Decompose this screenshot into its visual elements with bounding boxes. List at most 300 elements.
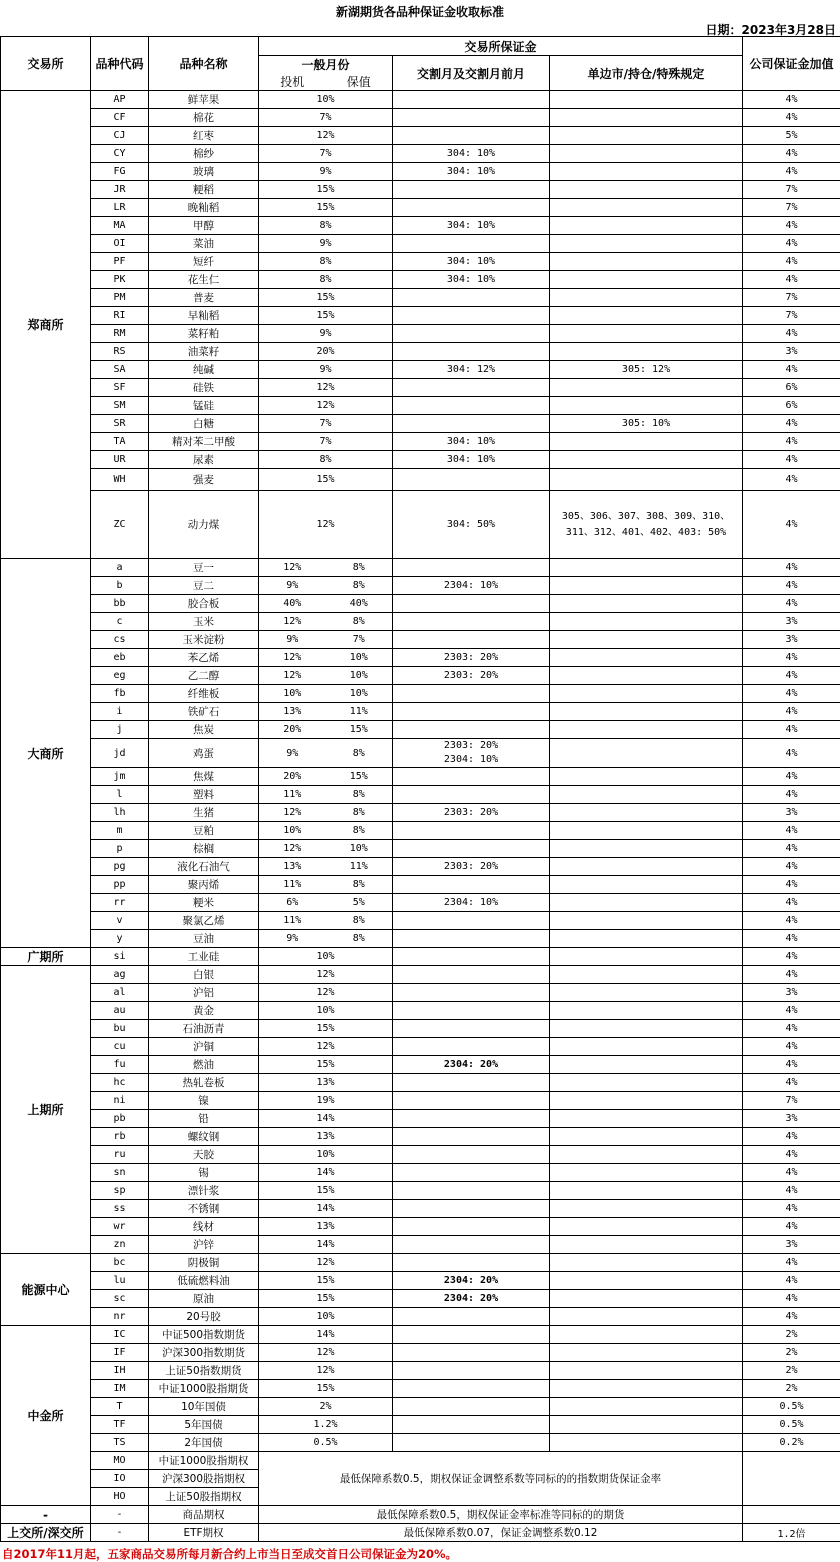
special-rule-cell [550, 876, 743, 894]
name-cell: 纤维板 [149, 685, 259, 703]
spec-margin-cell: 12% [259, 613, 326, 631]
special-rule-cell [550, 1020, 743, 1038]
special-rule-cell [550, 667, 743, 685]
name-cell: 不锈钢 [149, 1200, 259, 1218]
company-margin-cell: 4% [743, 1182, 840, 1200]
code-cell: SF [91, 379, 149, 397]
spec-margin-cell: 10% [259, 822, 326, 840]
name-cell: 中证500指数期货 [149, 1326, 259, 1344]
exchange-cell: 中金所 [1, 1326, 91, 1506]
company-margin-cell: 4% [743, 685, 840, 703]
code-cell: cs [91, 631, 149, 649]
exchange-cell: 能源中心 [1, 1254, 91, 1326]
code-cell: TS [91, 1434, 149, 1452]
hedge-margin-cell: 15% [326, 721, 393, 739]
delivery-margin-cell [393, 595, 550, 613]
special-rule-cell [550, 966, 743, 984]
special-rule-cell [550, 235, 743, 253]
name-cell: 棉花 [149, 109, 259, 127]
name-cell: 中证1000股指期权 [149, 1452, 259, 1470]
delivery-margin-cell [393, 1236, 550, 1254]
name-cell: 硅铁 [149, 379, 259, 397]
name-cell: 苯乙烯 [149, 649, 259, 667]
exchange-cell: 上交所/深交所 [1, 1524, 91, 1542]
table-row [1, 1236, 840, 1254]
table-row [1, 858, 840, 876]
delivery-margin-cell [393, 91, 550, 109]
table-row [1, 307, 840, 325]
spec-margin-cell: 10% [259, 1002, 393, 1020]
delivery-margin-cell [393, 1164, 550, 1182]
company-margin-cell: 2% [743, 1380, 840, 1398]
code-cell: bu [91, 1020, 149, 1038]
delivery-margin-cell: 2303: 20% [393, 804, 550, 822]
special-rule-cell [550, 199, 743, 217]
company-margin-cell: 0.2% [743, 1434, 840, 1452]
spec-margin-cell: 14% [259, 1326, 393, 1344]
table-row [1, 1182, 840, 1200]
code-cell: b [91, 577, 149, 595]
special-rule-cell [550, 858, 743, 876]
company-margin-cell: 4% [743, 948, 840, 966]
code-cell: MA [91, 217, 149, 235]
delivery-margin-cell [393, 379, 550, 397]
special-rule-cell [550, 1002, 743, 1020]
delivery-margin-cell [393, 1218, 550, 1236]
code-cell: RI [91, 307, 149, 325]
spec-margin-cell: 12% [259, 491, 393, 559]
code-cell: PM [91, 289, 149, 307]
spec-margin-cell: 15% [259, 181, 393, 199]
delivery-margin-cell [393, 1146, 550, 1164]
table-row [1, 984, 840, 1002]
spec-margin-cell: 8% [259, 217, 393, 235]
delivery-margin-cell [393, 1308, 550, 1326]
spec-margin-cell: 13% [259, 1074, 393, 1092]
company-margin-cell: 4% [743, 1146, 840, 1164]
table-row [1, 1362, 840, 1380]
code-cell: IO [91, 1470, 149, 1488]
code-cell: l [91, 786, 149, 804]
code-cell: SA [91, 361, 149, 379]
code-cell: TA [91, 433, 149, 451]
code-cell: nr [91, 1308, 149, 1326]
table-row [1, 1254, 840, 1272]
company-margin-cell: 4% [743, 217, 840, 235]
name-cell: 20号胶 [149, 1308, 259, 1326]
name-cell: 动力煤 [149, 491, 259, 559]
code-cell: v [91, 912, 149, 930]
name-cell: 豆二 [149, 577, 259, 595]
special-rule-cell [550, 768, 743, 786]
table-row [1, 253, 840, 271]
name-cell: 普麦 [149, 289, 259, 307]
spec-margin-cell: 12% [259, 379, 393, 397]
spec-margin-cell: 11% [259, 876, 326, 894]
special-rule-cell: 305: 12% [550, 361, 743, 379]
table-row [1, 894, 840, 912]
company-margin-cell: 3% [743, 1110, 840, 1128]
table-row [1, 876, 840, 894]
code-cell: CY [91, 145, 149, 163]
table-row [1, 469, 840, 491]
name-cell: 液化石油气 [149, 858, 259, 876]
special-rule-cell [550, 145, 743, 163]
spec-margin-cell: 11% [259, 912, 326, 930]
delivery-margin-cell [393, 289, 550, 307]
code-cell: eb [91, 649, 149, 667]
name-cell: 粳稻 [149, 181, 259, 199]
name-cell: 玉米 [149, 613, 259, 631]
special-rule-cell: 305: 10% [550, 415, 743, 433]
table-row [1, 1038, 840, 1056]
company-margin-cell: 4% [743, 1056, 840, 1074]
hedge-margin-cell: 8% [326, 804, 393, 822]
code-cell: FG [91, 163, 149, 181]
table-row [1, 1056, 840, 1074]
spec-margin-cell: 9% [259, 739, 326, 768]
table-row [1, 1344, 840, 1362]
delivery-margin-cell [393, 199, 550, 217]
spec-margin-cell: 20% [259, 768, 326, 786]
table-row [1, 1002, 840, 1020]
table-row [1, 217, 840, 235]
header-company: 公司保证金加值 [743, 37, 840, 91]
delivery-margin-cell [393, 109, 550, 127]
code-cell: TF [91, 1416, 149, 1434]
name-cell: 豆油 [149, 930, 259, 948]
hedge-margin-cell: 8% [326, 613, 393, 631]
table-row [1, 181, 840, 199]
spec-margin-cell: 10% [259, 948, 393, 966]
company-margin-cell: 7% [743, 199, 840, 217]
delivery-margin-cell [393, 948, 550, 966]
company-margin-cell: 2% [743, 1344, 840, 1362]
delivery-margin-cell [393, 631, 550, 649]
company-margin-cell: 4% [743, 912, 840, 930]
name-cell: 红枣 [149, 127, 259, 145]
code-cell: - [91, 1524, 149, 1542]
table-row [1, 703, 840, 721]
delivery-margin-cell [393, 912, 550, 930]
code-cell: jm [91, 768, 149, 786]
delivery-margin-cell [393, 469, 550, 491]
delivery-margin-cell [393, 685, 550, 703]
name-cell: 菜籽粕 [149, 325, 259, 343]
exchange-cell: 上期所 [1, 966, 91, 1254]
spec-margin-cell: 15% [259, 199, 393, 217]
delivery-margin-cell [393, 1326, 550, 1344]
spec-margin-cell: 1.2% [259, 1416, 393, 1434]
special-rule-cell [550, 163, 743, 181]
table-row [1, 912, 840, 930]
delivery-margin-cell [393, 1110, 550, 1128]
code-cell: a [91, 559, 149, 577]
hedge-margin-cell: 10% [326, 840, 393, 858]
hedge-margin-cell: 10% [326, 667, 393, 685]
code-cell: MO [91, 1452, 149, 1470]
name-cell: 沪深300指数期货 [149, 1344, 259, 1362]
code-cell: UR [91, 451, 149, 469]
company-margin-cell: 4% [743, 1290, 840, 1308]
company-margin-cell: 7% [743, 181, 840, 199]
name-cell: ETF期权 [149, 1524, 259, 1542]
spec-margin-cell: 14% [259, 1200, 393, 1218]
special-rule-cell [550, 948, 743, 966]
delivery-margin-cell: 304: 10% [393, 253, 550, 271]
spec-margin-cell: 12% [259, 1344, 393, 1362]
special-rule-cell [550, 181, 743, 199]
spec-margin-cell: 13% [259, 1128, 393, 1146]
special-rule-cell [550, 1218, 743, 1236]
spec-margin-cell: 9% [259, 631, 326, 649]
table-row [1, 451, 840, 469]
company-margin-cell: 4% [743, 1200, 840, 1218]
name-cell: 焦炭 [149, 721, 259, 739]
table-row [1, 1092, 840, 1110]
table-row [1, 948, 840, 966]
spec-margin-cell: 7% [259, 109, 393, 127]
spec-margin-cell: 11% [259, 786, 326, 804]
name-cell: 商品期权 [149, 1506, 259, 1524]
name-cell: 低硫燃料油 [149, 1272, 259, 1290]
delivery-margin-cell [393, 1380, 550, 1398]
company-margin-cell: 4% [743, 469, 840, 491]
header-general: 一般月份 [259, 56, 393, 74]
code-cell: lu [91, 1272, 149, 1290]
spec-margin-cell: 15% [259, 1056, 393, 1074]
table-row [1, 433, 840, 451]
special-rule-cell [550, 786, 743, 804]
name-cell: 胶合板 [149, 595, 259, 613]
name-cell: 鲜苹果 [149, 91, 259, 109]
code-cell: bc [91, 1254, 149, 1272]
spec-margin-cell: 12% [259, 1038, 393, 1056]
code-cell: sp [91, 1182, 149, 1200]
table-row [1, 822, 840, 840]
code-cell: SM [91, 397, 149, 415]
special-rule-cell [550, 685, 743, 703]
table-row [1, 1452, 840, 1470]
special-rule-cell [550, 217, 743, 235]
name-cell: 焦煤 [149, 768, 259, 786]
header-exchange: 交易所 [1, 37, 91, 91]
company-margin-cell: 4% [743, 786, 840, 804]
special-rule-cell [550, 1398, 743, 1416]
special-rule-cell [550, 289, 743, 307]
table-row [1, 786, 840, 804]
delivery-margin-cell: 304: 10% [393, 145, 550, 163]
delivery-margin-cell [393, 786, 550, 804]
code-cell: ag [91, 966, 149, 984]
table-row [1, 1506, 840, 1524]
delivery-margin-cell [393, 876, 550, 894]
special-rule-cell [550, 631, 743, 649]
name-cell: 锰硅 [149, 397, 259, 415]
merged-note-cell: 最低保障系数0.5，期权保证金调整系数等同标的的指数期货保证金率 [259, 1452, 743, 1506]
delivery-margin-cell [393, 181, 550, 199]
spec-margin-cell: 12% [259, 667, 326, 685]
table-row [1, 415, 840, 433]
special-rule-cell [550, 1290, 743, 1308]
spec-margin-cell: 7% [259, 433, 393, 451]
delivery-margin-cell: 2303: 20% [393, 649, 550, 667]
delivery-margin-cell [393, 1074, 550, 1092]
table-row [1, 325, 840, 343]
spec-margin-cell: 7% [259, 415, 393, 433]
delivery-margin-cell [393, 1254, 550, 1272]
company-margin-cell: 4% [743, 163, 840, 181]
code-cell: m [91, 822, 149, 840]
company-margin-cell: 3% [743, 343, 840, 361]
special-rule-cell [550, 703, 743, 721]
name-cell: 豆一 [149, 559, 259, 577]
hedge-margin-cell: 10% [326, 649, 393, 667]
code-cell: sc [91, 1290, 149, 1308]
special-rule-cell [550, 271, 743, 289]
company-margin-cell: 4% [743, 894, 840, 912]
special-rule-cell [550, 984, 743, 1002]
company-margin-cell: 4% [743, 415, 840, 433]
code-cell: rb [91, 1128, 149, 1146]
delivery-margin-cell [393, 1398, 550, 1416]
spec-margin-cell: 15% [259, 1182, 393, 1200]
spec-margin-cell: 6% [259, 894, 326, 912]
spec-margin-cell: 10% [259, 91, 393, 109]
company-margin-cell [743, 1506, 840, 1524]
special-rule-cell [550, 91, 743, 109]
name-cell: 玻璃 [149, 163, 259, 181]
company-margin-cell: 4% [743, 1020, 840, 1038]
header-spec: 投机 [259, 73, 326, 91]
spec-margin-cell: 0.5% [259, 1434, 393, 1452]
name-cell: 线材 [149, 1218, 259, 1236]
spec-margin-cell: 40% [259, 595, 326, 613]
delivery-margin-cell: 304: 10% [393, 451, 550, 469]
name-cell: 鸡蛋 [149, 739, 259, 768]
delivery-margin-cell [393, 1092, 550, 1110]
special-rule-cell [550, 577, 743, 595]
header-margin-group: 交易所保证金 [259, 37, 743, 56]
company-margin-cell: 4% [743, 876, 840, 894]
table-row [1, 721, 840, 739]
table-row [1, 559, 840, 577]
company-margin-cell: 6% [743, 379, 840, 397]
company-margin-cell: 4% [743, 451, 840, 469]
delivery-margin-cell [393, 1020, 550, 1038]
delivery-margin-cell: 304: 10% [393, 433, 550, 451]
table-row [1, 1272, 840, 1290]
spec-margin-cell: 14% [259, 1110, 393, 1128]
name-cell: 沪铝 [149, 984, 259, 1002]
spec-margin-cell: 2% [259, 1398, 393, 1416]
table-row [1, 343, 840, 361]
name-cell: 棉纱 [149, 145, 259, 163]
special-rule-cell [550, 649, 743, 667]
special-rule-cell [550, 894, 743, 912]
code-cell: WH [91, 469, 149, 491]
special-rule-cell [550, 613, 743, 631]
company-margin-cell: 4% [743, 822, 840, 840]
special-rule-cell [550, 739, 743, 768]
code-cell: ru [91, 1146, 149, 1164]
spec-margin-cell: 15% [259, 1272, 393, 1290]
delivery-margin-cell [393, 840, 550, 858]
code-cell: wr [91, 1218, 149, 1236]
code-cell: al [91, 984, 149, 1002]
name-cell: 10年国债 [149, 1398, 259, 1416]
table-row [1, 1434, 840, 1452]
company-margin-cell: 4% [743, 1272, 840, 1290]
delivery-margin-cell: 2303: 20% [393, 858, 550, 876]
delivery-margin-cell: 2304: 20% [393, 1056, 550, 1074]
special-rule-cell [550, 1416, 743, 1434]
code-cell: ZC [91, 491, 149, 559]
table-row [1, 804, 840, 822]
special-rule-cell [550, 804, 743, 822]
table-row [1, 1218, 840, 1236]
table-row [1, 109, 840, 127]
name-cell: 白银 [149, 966, 259, 984]
spec-margin-cell: 12% [259, 397, 393, 415]
delivery-margin-cell [393, 1038, 550, 1056]
special-rule-cell [550, 1200, 743, 1218]
hedge-margin-cell: 8% [326, 930, 393, 948]
company-margin-cell: 4% [743, 577, 840, 595]
code-cell: PK [91, 271, 149, 289]
special-rule-cell [550, 822, 743, 840]
company-margin-cell: 6% [743, 397, 840, 415]
special-rule-cell [550, 1344, 743, 1362]
code-cell: hc [91, 1074, 149, 1092]
code-cell: LR [91, 199, 149, 217]
table-row [1, 271, 840, 289]
company-margin-cell: 4% [743, 1038, 840, 1056]
table-row [1, 613, 840, 631]
name-cell: 早籼稻 [149, 307, 259, 325]
table-row [1, 145, 840, 163]
company-margin-cell: 4% [743, 966, 840, 984]
company-margin-cell: 3% [743, 984, 840, 1002]
special-rule-cell [550, 1362, 743, 1380]
company-margin-cell: 4% [743, 271, 840, 289]
name-cell: 沪锌 [149, 1236, 259, 1254]
special-rule-cell [550, 451, 743, 469]
name-cell: 棕榈 [149, 840, 259, 858]
delivery-margin-cell [393, 613, 550, 631]
special-rule-cell [550, 343, 743, 361]
code-cell: JR [91, 181, 149, 199]
table-row [1, 1380, 840, 1398]
code-cell: lh [91, 804, 149, 822]
company-margin-cell: 4% [743, 235, 840, 253]
special-rule-cell [550, 433, 743, 451]
company-margin-cell: 4% [743, 91, 840, 109]
name-cell: 燃油 [149, 1056, 259, 1074]
special-rule-cell [550, 559, 743, 577]
table-row [1, 491, 840, 559]
name-cell: 黄金 [149, 1002, 259, 1020]
table-row [1, 685, 840, 703]
spec-margin-cell: 7% [259, 145, 393, 163]
name-cell: 螺纹钢 [149, 1128, 259, 1146]
table-row [1, 930, 840, 948]
name-cell: 天胶 [149, 1146, 259, 1164]
special-rule-cell [550, 1164, 743, 1182]
company-margin-cell: 4% [743, 253, 840, 271]
table-row [1, 1146, 840, 1164]
code-cell: eg [91, 667, 149, 685]
